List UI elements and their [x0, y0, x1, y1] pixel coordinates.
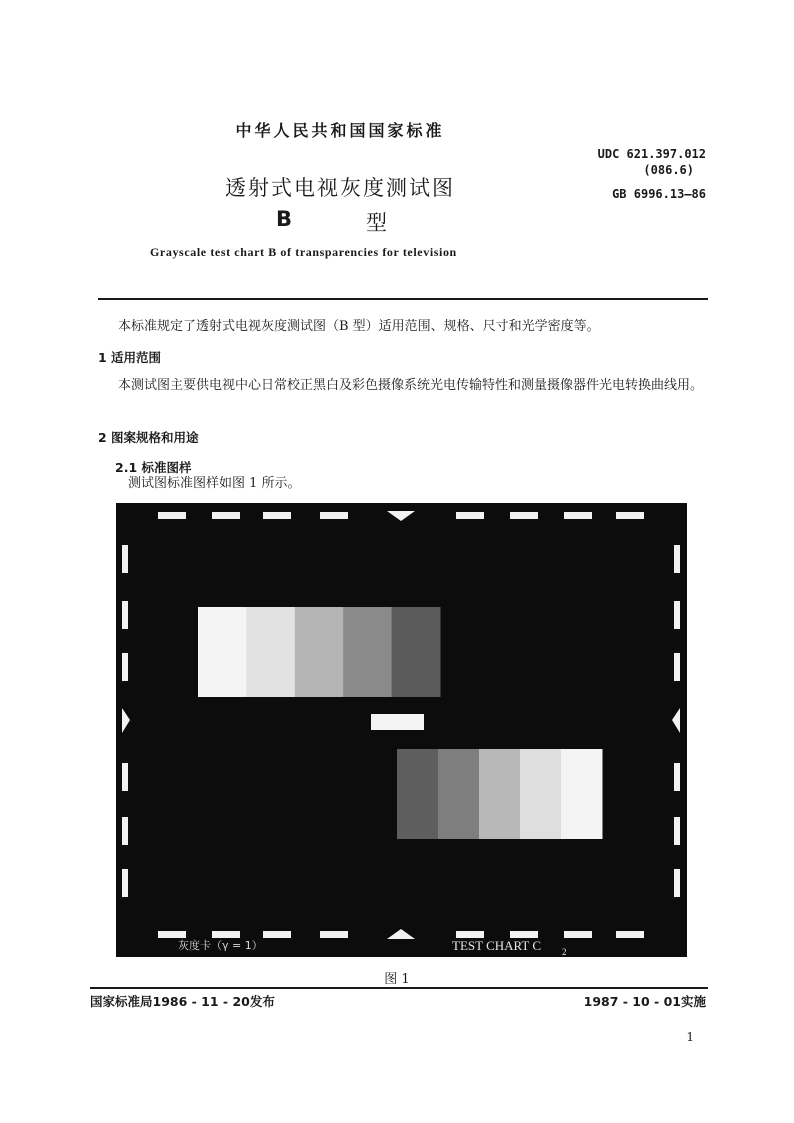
udc-code: UDC 621.397.012 [597, 147, 706, 161]
gray-step [438, 749, 480, 839]
gray-step [246, 607, 295, 697]
gray-step [561, 749, 603, 839]
section-2-heading: 2 图案规格和用途 [98, 430, 199, 445]
border-dash [616, 931, 644, 938]
gray-step [295, 607, 344, 697]
english-title: Grayscale test chart B of transparencies for television [150, 245, 457, 259]
header-divider [98, 298, 708, 300]
chart-label-left: 灰度卡（γ = 1） [178, 939, 263, 952]
gray-step [343, 607, 392, 697]
border-dash [122, 869, 128, 897]
test-chart-figure [116, 503, 687, 957]
border-dash [510, 931, 538, 938]
section-2-1-heading: 2.1 标准图样 [115, 460, 192, 475]
issue-date: 国家标准局1986 - 11 - 20发布 [90, 994, 275, 1009]
udc-subcode: (086.6) [643, 163, 694, 177]
section-1-heading: 1 适用范围 [98, 350, 162, 365]
border-dash [674, 601, 680, 629]
border-dash [674, 817, 680, 845]
section-2-1-text: 测试图标准图样如图 1 所示。 [128, 476, 301, 491]
border-dash [263, 512, 291, 519]
gray-step [397, 749, 439, 839]
issuing-authority: 中华人民共和国国家标准 [235, 121, 445, 140]
border-dash [122, 601, 128, 629]
gb-number: GB 6996.13—86 [612, 187, 706, 201]
test-chart-graphic [116, 503, 687, 957]
border-dash [456, 931, 484, 938]
figure-caption: 图 1 [384, 972, 410, 987]
gray-step [198, 607, 247, 697]
border-dash [564, 931, 592, 938]
footer-divider [90, 987, 708, 989]
subtitle-type: 型 [366, 211, 387, 235]
bottom-gray-scale [397, 749, 603, 839]
border-dash [510, 512, 538, 519]
border-dash [674, 869, 680, 897]
intro-paragraph: 本标准规定了透射式电视灰度测试图（B 型）适用范围、规格、尺寸和光学密度等。 [118, 319, 600, 334]
effective-date: 1987 - 10 - 01实施 [583, 994, 706, 1009]
border-dash [122, 817, 128, 845]
border-dash [674, 653, 680, 681]
border-dash [263, 931, 291, 938]
border-dash [158, 512, 186, 519]
gray-step [392, 607, 441, 697]
subtitle-letter: B [276, 207, 293, 231]
border-dash [320, 931, 348, 938]
border-dash [674, 763, 680, 791]
center-marker [371, 714, 424, 730]
border-dash [158, 931, 186, 938]
chart-label-right-subscript: 2 [562, 947, 567, 957]
border-dash [564, 512, 592, 519]
page-number: 1 [686, 1030, 694, 1044]
border-dash [122, 653, 128, 681]
document-title: 透射式电视灰度测试图 [225, 176, 455, 200]
gray-step [479, 749, 521, 839]
border-dash [616, 512, 644, 519]
border-dash [320, 512, 348, 519]
border-dash [212, 512, 240, 519]
gray-step [520, 749, 562, 839]
section-1-text: 本测试图主要供电视中心日常校正黑白及彩色摄像系统光电传输特性和测量摄像器件光电转换曲线用。 [118, 378, 704, 393]
border-dash [674, 545, 680, 573]
border-dash [122, 763, 128, 791]
udc-block [598, 146, 706, 178]
border-dash [212, 931, 240, 938]
border-dash [456, 512, 484, 519]
border-dash [122, 545, 128, 573]
chart-label-right: TEST CHART C [452, 938, 542, 953]
top-gray-scale [198, 607, 441, 697]
